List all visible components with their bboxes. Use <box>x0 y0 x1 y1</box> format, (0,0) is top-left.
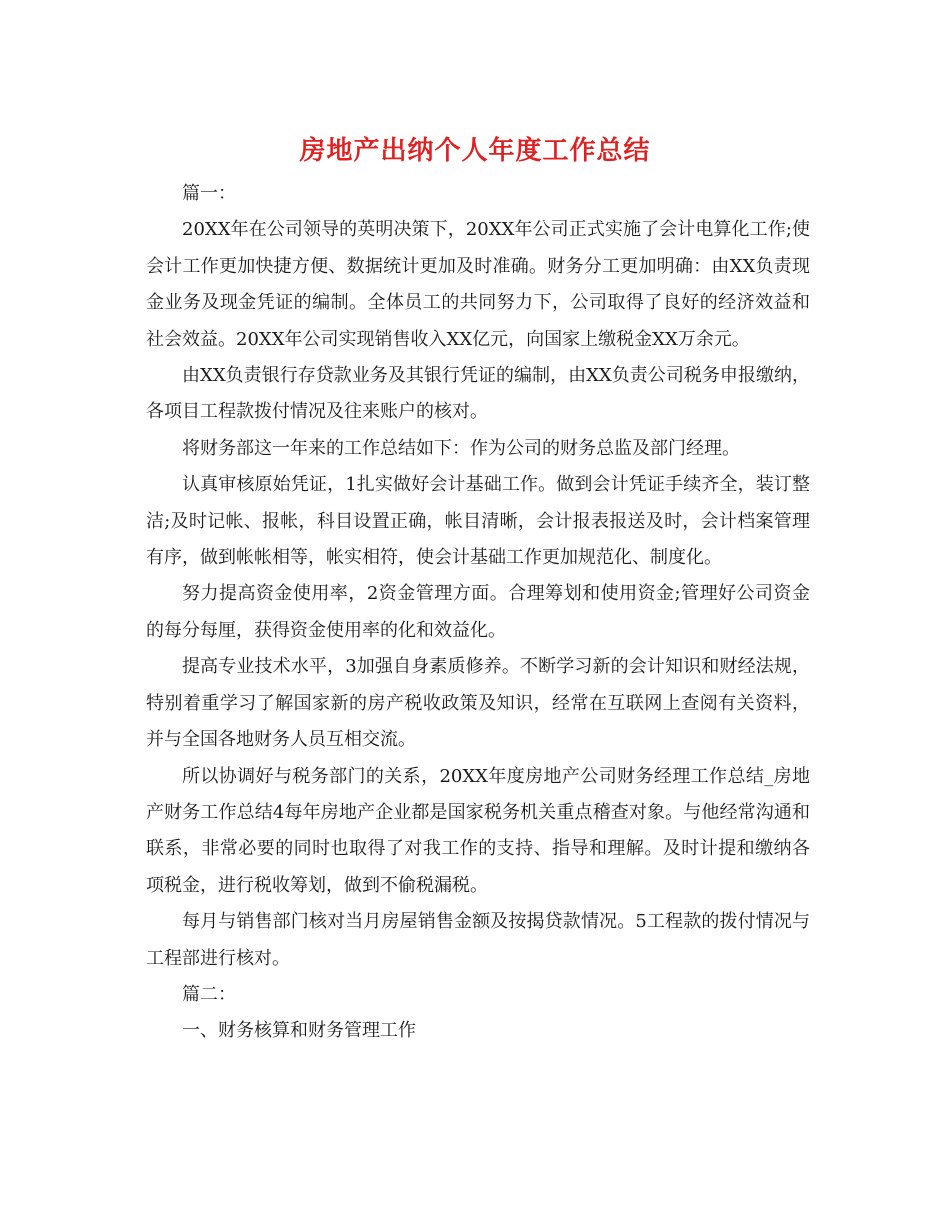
paragraph: 由XX负责银行存贷款业务及其银行凭证的编制，由XX负责公司税务申报缴纳，各项目工程款拨付情况及往来账户的核对。 <box>146 365 810 423</box>
subsection-heading: 一、财务核算和财务管理工作 <box>182 1020 416 1042</box>
paragraph: 将财务部这一年来的工作总结如下：作为公司的财务总监及部门经理。 <box>182 437 740 459</box>
section-heading-1: 篇一： <box>182 183 236 204</box>
paragraph: 20XX年在公司领导的英明决策下，20XX年公司正式实施了会计电算化工作;使会计工作更加快捷方便、数据统计更加及时准确。财务分工更加明确：由XX负责现金业务及现金凭证的编制。全体员工的共同努力下，公司取得了良好的经济效益和社会效益。20XX年公司实现销售收入XX亿元，向国家上缴税金XX万余元。 <box>146 219 810 350</box>
document-body <box>146 176 810 1050</box>
paragraph: 认真审核原始凭证，1扎实做好会计基础工作。做到会计凭证手续齐全，装订整洁;及时记帐、报帐，科目设置正确，帐目清晰，会计报表报送及时，会计档案管理有序，做到帐帐相等，帐实相符，使会计基础工作更加规范化、制度化。 <box>146 474 810 569</box>
section-heading-2: 篇二： <box>182 983 236 1005</box>
paragraph: 努力提高资金使用率，2资金管理方面。合理筹划和使用资金;管理好公司资金的每分每厘，获得资金使用率的化和效益化。 <box>146 583 810 641</box>
paragraph: 所以协调好与税务部门的关系，20XX年度房地产公司财务经理工作总结_房地产财务工作总结4每年房地产企业都是国家税务机关重点稽查对象。与他经常沟通和联系，非常必要的同时也取得了对我工作的支持、指导和理解。及时计提和缴纳各项税金，进行税收筹划，做到不偷税漏税。 <box>146 765 810 896</box>
paragraph: 提高专业技术水平，3加强自身素质修养。不断学习新的会计知识和财经法规，特别着重学习了解国家新的房产税收政策及知识，经常在互联网上查阅有关资料，并与全国各地财务人员互相交流。 <box>146 656 810 751</box>
document-title: 房地产出纳个人年度工作总结 <box>299 136 651 166</box>
paragraph: 每月与销售部门核对当月房屋销售金额及按揭贷款情况。5工程款的拨付情况与工程部进行核对。 <box>146 911 810 969</box>
